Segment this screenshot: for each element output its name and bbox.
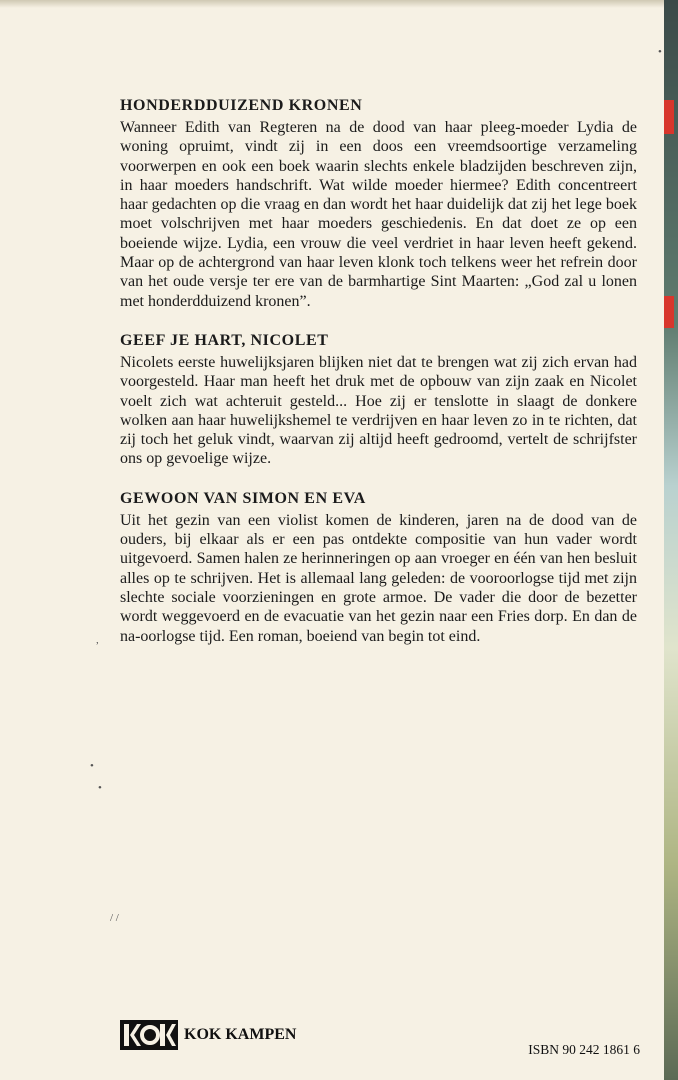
kok-logo-icon (120, 1020, 178, 1050)
smudge-mark: • (98, 782, 102, 794)
smudge-mark: / / (110, 912, 119, 924)
section-title: GEEF JE HART, NICOLET (120, 331, 329, 349)
section-title: HONDERDDUIZEND KRONEN (120, 97, 363, 114)
section-geef-je-hart-nicolet (120, 331, 637, 469)
publisher-logo (120, 1020, 296, 1050)
publisher-name: KOK KAMPEN (184, 1026, 297, 1043)
edge-red-mark (664, 100, 674, 134)
section-honderdduizend-kronen (120, 96, 637, 311)
footer (120, 1020, 640, 1060)
section-body: Nicolets eerste huwelijksjaren blijken niet dat te brengen wat zij zich ervan had voorgesteld. Haar man heeft het druk met de opbouw van zijn zaak en Nicolet voelt zich wat achteruit gesteld... Hoe zij er tenslotte in slaagt de donkere wolken aan haar huwelijkshemel te verdrijven en haar leven zo in te richten, dat zij toch het geluk vindt, waarvan zij altijd heeft gedroomd, vertelt de schrijfster ons op gevoelige wijze. (120, 353, 637, 468)
edge-red-mark (664, 296, 674, 328)
smudge-mark: • (90, 760, 94, 772)
section-body: Uit het gezin van een violist komen de kinderen, jaren na de dood van de ouders, bij elkaar als er een pas ontdekte compositie van hun vader wordt uitgevoerd. Samen halen ze herinneringen op aan vroeger en één van hen besluit alles op te schrijven. Het is allemaal lang geleden: de vooroorlogse tijd met zijn slechte sociale voorzieningen en grote armoe. De vader die door de bezetter wordt weggevoerd en de evacuatie van het gezin naar een Fries dorp. En dan de na-oorlogse tijd. Een roman, boeiend van begin tot eind. (120, 511, 637, 645)
top-shadow (0, 0, 664, 8)
section-gewoon-van-simon-en-eva (120, 489, 637, 646)
section-title: GEWOON VAN SIMON EN EVA (120, 489, 366, 507)
smudge-mark: , (96, 634, 99, 646)
section-body: Wanneer Edith van Regteren na de dood van haar pleeg-moeder Lydia de woning opruimt, vindt zij in een doos een vreemdsoortige verzameling voorwerpen en ook een boek waarin slechts enkele bladzijden beschreven zijn, in haar moeders handschrift. Wat wilde moeder hiermee? Edith concentreert haar gedachten op die vraag en dan wordt het haar duidelijk dat zij het lege boek moet volschrijven met haar moeders geschiedenis. En dat doet ze op een boeiende wijze. Lydia, een vrouw die veel verdriet in haar leven heeft gekend. Maar op de achtergrond van haar leven klonk toch telkens weer het refrein door van het oude versje ter ere van de barmhartige Sint Maarten: „God zal u lonen met honderdduizend kronen”. (120, 119, 637, 310)
cover-edge (664, 0, 678, 1080)
blurb-content (120, 96, 637, 666)
smudge-mark: • (658, 46, 662, 58)
isbn: ISBN 90 242 1861 6 (528, 1042, 640, 1057)
